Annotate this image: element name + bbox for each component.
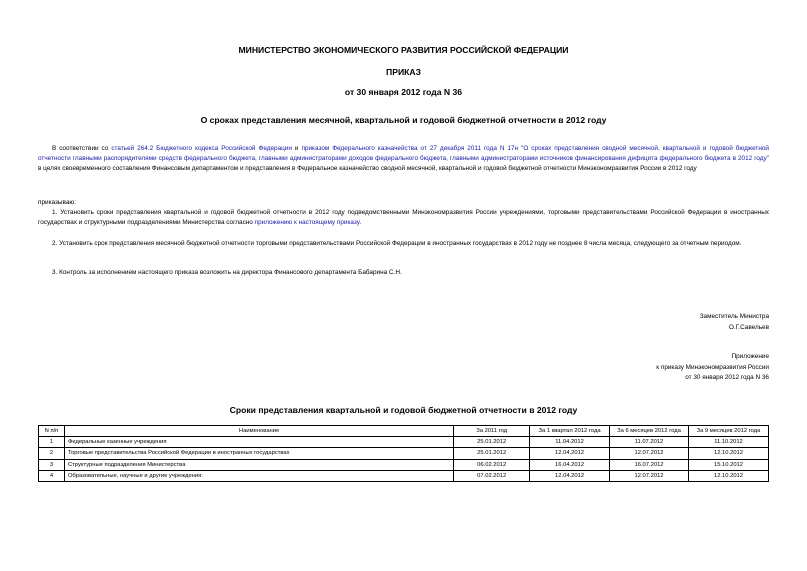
intro-prefix: В соответствии со — [52, 145, 112, 152]
item-1 — [38, 208, 769, 228]
row-name: Федеральные казенные учреждения — [64, 437, 453, 448]
table-row — [39, 459, 769, 470]
row-date-9m: 12.10.2012 — [688, 448, 768, 459]
appendix-line-1: Приложение — [731, 353, 769, 360]
row-name: Структурные подразделения Министерства — [64, 459, 453, 470]
row-date-2011: 25.01.2012 — [454, 448, 530, 459]
item-3: 3. Контроль за исполнением настоящего приказа возложить на директора Финансового департамента Бабарина С.Н. — [52, 269, 402, 276]
header-6m: За 6 месяцев 2012 года — [610, 426, 689, 437]
table-row — [39, 448, 769, 459]
row-date-9m: 11.10.2012 — [688, 437, 768, 448]
header-q1: За 1 квартал 2012 года — [530, 426, 610, 437]
intro-paragraph — [38, 144, 769, 174]
table-header-row — [39, 426, 769, 437]
row-date-6m: 16.07.2012 — [610, 459, 689, 470]
row-number: 4 — [39, 470, 65, 481]
appendix-line-3: от 30 января 2012 года N 36 — [685, 374, 769, 381]
order-heading: ПРИКАЗ — [386, 67, 421, 77]
row-date-6m: 12.07.2012 — [610, 470, 689, 481]
signature-name: О.Г.Савельев — [728, 323, 769, 331]
row-date-9m: 12.10.2012 — [688, 470, 768, 481]
table-title: Сроки представления квартальной и годовой бюджетной отчетности в 2012 году — [229, 405, 578, 415]
intro-middle: и — [291, 145, 302, 152]
table-row — [39, 437, 769, 448]
row-date-6m: 12.07.2012 — [610, 448, 689, 459]
ministry-title: МИНИСТЕРСТВО ЭКОНОМИЧЕСКОГО РАЗВИТИЯ РОССИЙСКОЙ ФЕДЕРАЦИИ — [238, 45, 569, 55]
row-date-9m: 15.10.2012 — [688, 459, 768, 470]
appendix-link[interactable]: приложению к настоящему приказу — [254, 218, 360, 226]
item-1-text: 1. Установить сроки представления квартальной и годовой бюджетной отчетности в 2012 году подведомственными Минэкономразвития России учреждениями, торговыми представительствами Российской Федерации в иностранных государствах и структурными подразделениями Министерства согласно — [38, 209, 769, 226]
order-date: от 30 января 2012 года N 36 — [344, 87, 463, 97]
appendix-line-2: к приказу Минэкономразвития России — [656, 363, 769, 371]
row-date-2011: 07.02.2012 — [454, 470, 530, 481]
row-name: Торговые представительства Российской Федерации в иностранных государствах — [64, 448, 453, 459]
intro-suffix: в целях своевременного составления Финансовым департаментом и представления в Федеральное казначейство сводной месячной, квартальной и годовой бюджетной отчетности Минэкономразвития России в 2012 году — [38, 164, 697, 172]
header-name: Наименование — [64, 426, 453, 437]
row-number: 2 — [39, 448, 65, 459]
table-row — [39, 470, 769, 481]
treasury-order-link[interactable]: приказом Федерального казначейства от 27 декабря 2011 года N 17н "О сроках представления сводной месячной, квартальной и годовой бюджетной отчетности главными распорядителями средств федерального бюджета, главными администраторами доходов федерального бюджета, главными администраторами источников финансирования дефицита федерального бюджета в 2012 году" — [38, 145, 769, 162]
deadlines-table — [38, 425, 769, 482]
header-number: N п/п — [39, 426, 65, 437]
orders-word: приказываю: — [38, 199, 76, 206]
row-date-q1: 12.04.2012 — [530, 470, 610, 481]
row-date-6m: 11.07.2012 — [610, 437, 689, 448]
row-number: 1 — [39, 437, 65, 448]
item-2: 2. Установить срок представления месячной бюджетной отчетности торговыми представительствами Российской Федерации в иностранных государствах в 2012 году не позднее 8 числа месяца, следующего за отчетным периодом. — [52, 240, 742, 247]
item-1-suffix: . — [359, 218, 362, 226]
budget-code-link[interactable]: статьей 264.2 Бюджетного кодекса Российской Федерации — [111, 145, 292, 152]
row-number: 3 — [39, 459, 65, 470]
appendix-block — [656, 352, 769, 384]
row-date-q1: 12.04.2012 — [530, 448, 610, 459]
row-date-2011: 25.01.2012 — [454, 437, 530, 448]
document-title: О сроках представления месячной, квартальной и годовой бюджетной отчетности в 2012 году — [200, 115, 607, 125]
header-9m: За 9 месяцев 2012 года — [688, 426, 768, 437]
row-name: Образовательные, научные и другие учреждения: — [64, 470, 453, 481]
row-date-2011: 06.02.2012 — [454, 459, 530, 470]
row-date-q1: 11.04.2012 — [530, 437, 610, 448]
signature-position: Заместитель Министра — [699, 313, 769, 320]
signature-block — [700, 312, 769, 333]
row-date-q1: 16.04.2012 — [530, 459, 610, 470]
header-2011: За 2011 год — [454, 426, 530, 437]
